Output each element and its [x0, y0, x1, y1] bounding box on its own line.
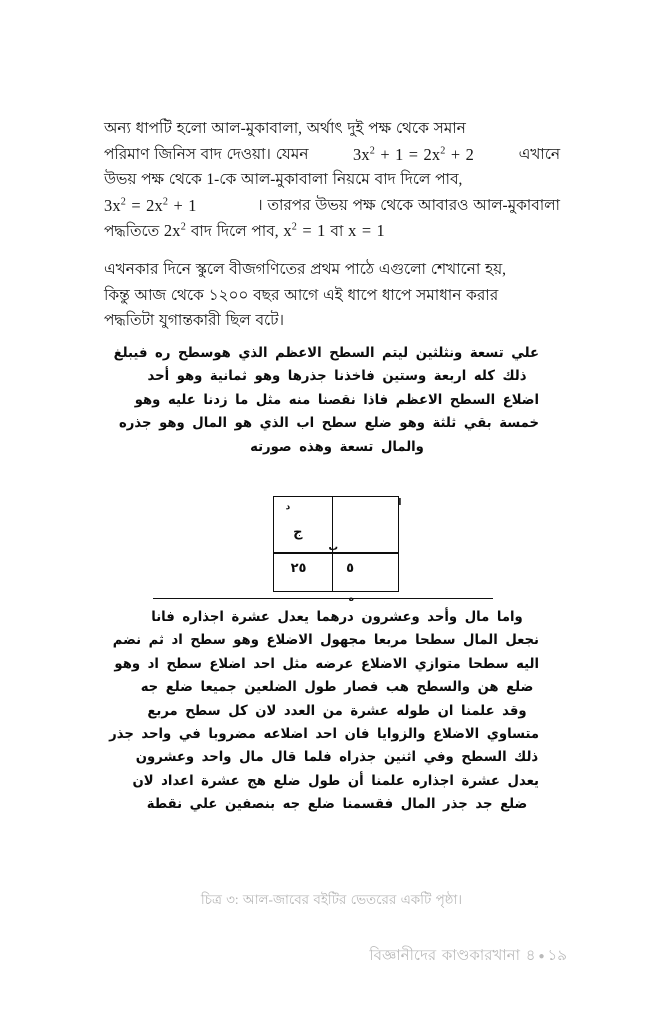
manuscript-line: اليه سطحا متوازي الاضلاع عرضه مثل احد اضلاع سطح اد وهو [114, 656, 539, 673]
line-text: পদ্ধতিতে [104, 223, 164, 241]
manuscript-text-bottom [109, 606, 539, 817]
diagram-label-top-right: ا [398, 497, 402, 508]
line-text: অন্য ধাপটি হলো আল-মুকাবালা, অর্থাৎ দুই পক্ষ থেকে সমান [104, 120, 466, 137]
manuscript-text-top [113, 342, 539, 459]
line-text: পদ্ধতিটা যুগান্তকারী ছিল বটে। [104, 312, 284, 330]
diagram-label-lower-right-cell: ٥ [346, 561, 355, 577]
line-text: এখনকার দিনে স্কুলে বীজগণিতের প্রথম পাঠে এগুলো শেখানো হয়, [104, 261, 506, 278]
diagram-label-center: ب [328, 542, 338, 554]
text-line [104, 308, 560, 334]
line-text: উভয় পক্ষ থেকে 1-কে আল-মুকাবালা নিয়মে বাদ দিলে পাব, [104, 171, 463, 189]
manuscript-line: يعدل عشرة اجذاره علمنا أن طول ضلع هج عشرة اعداد لان [132, 773, 539, 790]
text-line [104, 218, 560, 245]
manuscript-line: خمسة بقي ثلثة وهو ضلع سطح اب الذي هو المال وهو جذره [118, 415, 539, 432]
line-text-mid: বাদ দিলে পাব, [190, 223, 279, 241]
footer-book-title: বিজ্ঞানীদের কাণ্ডকারখানা ৪ [369, 948, 536, 964]
inline-equation-1: $3x^2 + 1 = 2x^2 + 2$ [352, 144, 475, 164]
inline-equation-5: x = 1 [348, 221, 385, 241]
line-text: পরিমাণ জিনিস বাদ দেওয়া। যেমন [104, 145, 309, 163]
diagram-label-bottom: ه [348, 594, 354, 605]
line-text-or: বা [330, 223, 344, 241]
manuscript-line: ضلع جد جذر المال فقسمنا ضلع جه بنصفين علي نقطة [146, 796, 528, 813]
manuscript-figure [109, 340, 539, 885]
page-footer [369, 944, 567, 969]
manuscript-line: وقد علمنا ان طوله عشرة من العدد لان كل سطح مربع [147, 703, 527, 720]
manuscript-line: ذلك كله اربعة وستين فاخذنا جذرها وهو ثمانية وهو أحد [147, 368, 527, 385]
manuscript-line: علي تسعة ونثلثين ليتم السطح الاعظم الذي هوسطح ره فيبلغ [113, 345, 539, 362]
manuscript-line: اضلاع السطح الاعظم فاذا نقصنا منه مثل ما زدنا عليه وهو [134, 392, 539, 409]
paragraph-historical-note [104, 257, 560, 334]
footer-separator-dot: ● [538, 951, 545, 963]
text-line [104, 167, 560, 193]
inline-equation-4: $x^2 = 1$ [283, 221, 326, 241]
inline-equation-2: $3x^2 = 2x^2 + 1$ [104, 195, 197, 215]
line-text: । তারপর উভয় পক্ষ থেকে আবারও আল-মুকাবালা [257, 196, 560, 214]
manuscript-line: والمال تسعة وهذه صورته [250, 439, 424, 456]
text-line [104, 283, 560, 309]
text-line [104, 116, 560, 142]
manuscript-line: ذلك السطح وفي اثنين جذراه فلما قال مال واحد وعشرون [135, 749, 539, 766]
line-text-tail: এখানে [518, 145, 560, 163]
inline-equation-3: $2x^2$ [163, 221, 186, 241]
manuscript-line: نجعل المال سطحا مربعا مجهول الاضلاع وهو سطح اد ثم نضم [112, 632, 539, 649]
diagram-label-lower-left-cell: ٢٥ [290, 561, 307, 577]
manuscript-line: واما مال وأحد وعشرون درهما يعدل عشرة اجذاره فانا [151, 609, 523, 626]
figure-caption: চিত্র ৩: আল-জাবের বইটির ভেতরের একটি পৃষ্ঠা। [200, 892, 463, 907]
text-line [104, 257, 560, 283]
diagram-label-upper-left-cell: ج [293, 524, 303, 540]
manuscript-line: متساوي الاضلاع والزوايا فان احد اضلاعه مضروبا في واحد جذر [109, 726, 539, 743]
line-text: কিন্তু আজ থেকে ১২০০ বছর আগে এই ধাপে ধাপে সমাধান করার [104, 286, 499, 304]
text-line [104, 193, 560, 219]
paragraph-algebra-explanation [104, 116, 560, 245]
footer-page-number: ১৯ [547, 948, 567, 964]
text-line [104, 142, 560, 168]
manuscript-divider-rule [153, 598, 493, 599]
manuscript-line: ضلع هن والسطح هب فصار طول الضلعين جميعا ضلع جه [140, 679, 534, 696]
geometric-square-diagram [273, 496, 402, 605]
diagram-label-top-left: د [285, 501, 291, 512]
